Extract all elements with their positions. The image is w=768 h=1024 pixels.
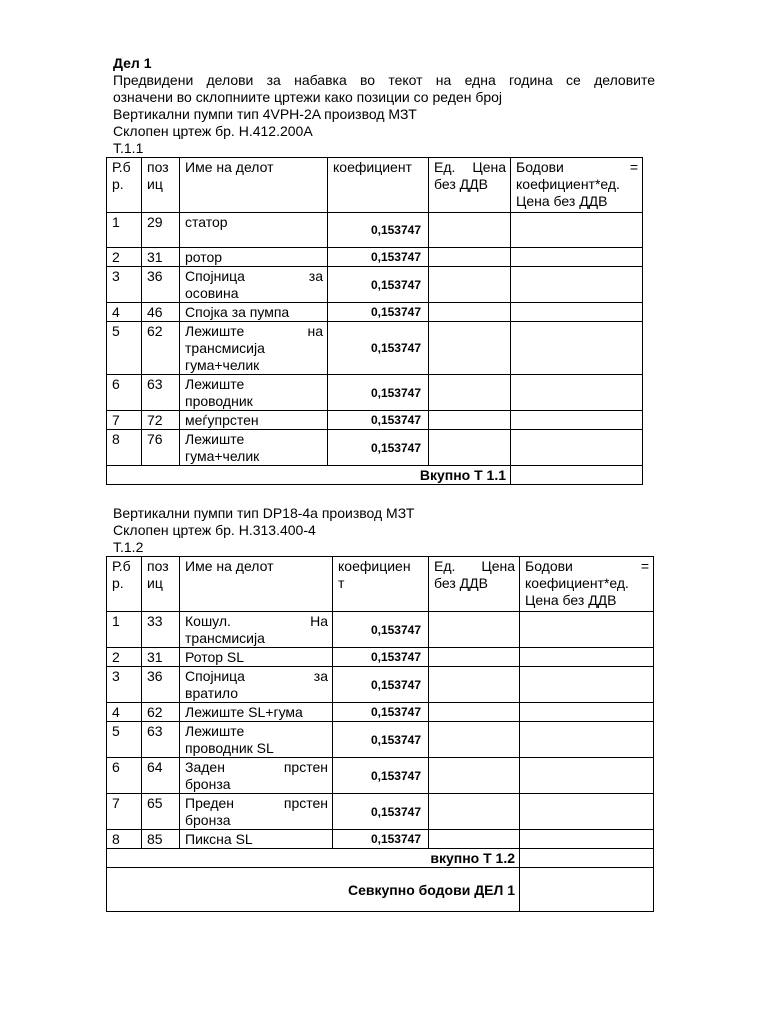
cell-unit-price[interactable] xyxy=(429,303,511,322)
cell-no: 5 xyxy=(107,722,142,758)
table-row xyxy=(107,612,654,648)
part-name-line: проводник SL xyxy=(185,740,274,756)
parts-table-1 xyxy=(106,157,643,485)
cell-no: 8 xyxy=(107,830,142,849)
cell-points[interactable] xyxy=(511,267,643,303)
cell-no: 3 xyxy=(107,667,142,703)
document-page xyxy=(113,55,658,912)
cell-part-name xyxy=(180,430,328,466)
part-name-line: осовина xyxy=(185,285,239,301)
cell-pos: 31 xyxy=(142,648,180,667)
cell-pos: 36 xyxy=(142,267,180,303)
header-name: Име на делот xyxy=(180,158,328,213)
table-row xyxy=(107,213,643,248)
intro-paragraph xyxy=(113,72,655,106)
cell-points[interactable] xyxy=(511,375,643,411)
table-body-2 xyxy=(107,612,654,849)
total-label: Вкупно Т 1.1 xyxy=(107,466,511,485)
total-label: вкупно Т 1.2 xyxy=(107,849,520,868)
table-total-row xyxy=(107,849,654,868)
cell-unit-price[interactable] xyxy=(429,667,520,703)
header-pos: поз иц xyxy=(142,158,180,213)
parts-table-2 xyxy=(106,556,654,912)
group2-table-code: Т.1.2 xyxy=(113,539,144,555)
cell-coefficient: 0,153747 xyxy=(333,612,429,648)
cell-no: 7 xyxy=(107,411,142,430)
cell-unit-price[interactable] xyxy=(429,703,520,722)
total-value-cell xyxy=(520,849,654,868)
cell-unit-price[interactable] xyxy=(429,612,520,648)
part-name-line: гума+челик xyxy=(185,357,260,373)
table-row xyxy=(107,703,654,722)
cell-unit-price[interactable] xyxy=(429,830,520,849)
cell-no: 5 xyxy=(107,322,142,375)
cell-coefficient: 0,153747 xyxy=(333,758,429,794)
cell-no: 2 xyxy=(107,648,142,667)
table-body-1 xyxy=(107,213,643,466)
part-name-line: Лежиште xyxy=(185,431,245,447)
grand-total-value-cell xyxy=(520,868,654,912)
grand-total-row xyxy=(107,868,654,912)
cell-no: 1 xyxy=(107,612,142,648)
cell-part-name xyxy=(180,322,328,375)
cell-coefficient: 0,153747 xyxy=(328,430,429,466)
group1-table-code: Т.1.1 xyxy=(113,140,144,156)
part-name-line: Спојка за пумпа xyxy=(185,304,290,320)
cell-unit-price[interactable] xyxy=(429,758,520,794)
table-row xyxy=(107,267,643,303)
header-coef: коефициент xyxy=(328,158,429,213)
cell-pos: 65 xyxy=(142,794,180,830)
cell-unit-price[interactable] xyxy=(429,322,511,375)
header-pos: поз иц xyxy=(142,557,180,612)
cell-points[interactable] xyxy=(511,248,643,267)
part-name-line: вратило xyxy=(185,685,239,701)
cell-part-name xyxy=(180,722,333,758)
intro-line-2: означени во склопниите цртежи како позиции со реден број xyxy=(113,89,503,105)
cell-pos: 31 xyxy=(142,248,180,267)
total-value-cell xyxy=(511,466,643,485)
cell-points[interactable] xyxy=(511,430,643,466)
cell-part-name xyxy=(180,213,328,248)
header-coef: коефициен т xyxy=(333,557,429,612)
cell-pos: 72 xyxy=(142,411,180,430)
cell-part-name xyxy=(180,703,333,722)
table-row xyxy=(107,830,654,849)
part-name-line: Лежиште xyxy=(185,723,245,739)
cell-points[interactable] xyxy=(520,612,654,648)
header-points: Бодови = коефициент*ед. Цена без ДДВ xyxy=(520,557,654,612)
cell-coefficient: 0,153747 xyxy=(333,794,429,830)
cell-points[interactable] xyxy=(520,703,654,722)
cell-pos: 63 xyxy=(142,722,180,758)
table-header-row xyxy=(107,158,643,213)
cell-pos: 63 xyxy=(142,375,180,411)
part-name-line: Лежиште xyxy=(185,376,245,392)
part-name-line: Заден прстен xyxy=(185,759,328,775)
cell-part-name xyxy=(180,830,333,849)
cell-coefficient: 0,153747 xyxy=(328,248,429,267)
cell-part-name xyxy=(180,267,328,303)
table-row xyxy=(107,648,654,667)
cell-unit-price[interactable] xyxy=(429,267,511,303)
part-name-line: Преден прстен xyxy=(185,795,328,811)
cell-part-name xyxy=(180,303,328,322)
cell-pos: 62 xyxy=(142,322,180,375)
table-row xyxy=(107,411,643,430)
cell-points[interactable] xyxy=(511,213,643,248)
part-name-line: Лежиште на xyxy=(185,323,323,339)
group1-drawing-line: Склопен цртеж бр. Н.412.200А xyxy=(113,123,313,139)
part-name-line: Спојница за xyxy=(185,668,328,684)
part-name-line: бронза xyxy=(185,812,231,828)
cell-unit-price[interactable] xyxy=(429,430,511,466)
part-name-line: Кошул. На xyxy=(185,613,328,629)
cell-points[interactable] xyxy=(511,322,643,375)
cell-pos: 85 xyxy=(142,830,180,849)
table-row xyxy=(107,303,643,322)
cell-coefficient: 0,153747 xyxy=(328,303,429,322)
header-no: Р.б р. xyxy=(107,557,142,612)
header-points: Бодови = коефициент*ед. Цена без ДДВ xyxy=(511,158,643,213)
cell-part-name xyxy=(180,667,333,703)
cell-pos: 36 xyxy=(142,667,180,703)
header-no: Р.б р. xyxy=(107,158,142,213)
cell-coefficient: 0,153747 xyxy=(328,411,429,430)
cell-no: 6 xyxy=(107,375,142,411)
cell-no: 3 xyxy=(107,267,142,303)
part-name-line: Лежиште SL+гума xyxy=(185,704,303,720)
cell-part-name xyxy=(180,248,328,267)
table-row xyxy=(107,375,643,411)
part-name-line: Спојница за xyxy=(185,268,323,284)
cell-unit-price[interactable] xyxy=(429,375,511,411)
cell-points[interactable] xyxy=(520,667,654,703)
cell-pos: 46 xyxy=(142,303,180,322)
header-price: Ед. Цена без ДДВ xyxy=(429,158,511,213)
table-header-row xyxy=(107,557,654,612)
cell-no: 4 xyxy=(107,303,142,322)
cell-part-name xyxy=(180,612,333,648)
cell-points[interactable] xyxy=(511,411,643,430)
cell-unit-price[interactable] xyxy=(429,411,511,430)
group2-pump-line: Вертикални пумпи тип DP18-4а производ МЗТ xyxy=(113,505,415,521)
cell-coefficient: 0,153747 xyxy=(328,213,429,248)
cell-unit-price[interactable] xyxy=(429,248,511,267)
cell-no: 2 xyxy=(107,248,142,267)
part-name-line: трансмисија xyxy=(185,340,265,356)
cell-part-name xyxy=(180,375,328,411)
cell-points[interactable] xyxy=(520,794,654,830)
header-price: Ед. Цена без ДДВ xyxy=(429,557,520,612)
cell-no: 7 xyxy=(107,794,142,830)
table-row xyxy=(107,794,654,830)
cell-unit-price[interactable] xyxy=(429,722,520,758)
table-row xyxy=(107,667,654,703)
cell-pos: 33 xyxy=(142,612,180,648)
part-name-line: ротор xyxy=(185,249,223,265)
cell-part-name xyxy=(180,758,333,794)
part-name-line: гума+челик xyxy=(185,448,260,464)
cell-no: 4 xyxy=(107,703,142,722)
section-title: Дел 1 xyxy=(113,55,152,71)
part-name-line: статор xyxy=(185,214,228,230)
cell-unit-price[interactable] xyxy=(429,648,520,667)
cell-pos: 62 xyxy=(142,703,180,722)
cell-coefficient: 0,153747 xyxy=(333,722,429,758)
part-name-line: трансмисија xyxy=(185,630,265,646)
part-name-line: проводник xyxy=(185,393,253,409)
cell-coefficient: 0,153747 xyxy=(333,667,429,703)
part-name-line: меѓупрстен xyxy=(185,412,259,428)
table-row xyxy=(107,322,643,375)
cell-unit-price[interactable] xyxy=(429,794,520,830)
cell-pos: 64 xyxy=(142,758,180,794)
part-name-line: Ротор SL xyxy=(185,649,245,665)
cell-coefficient: 0,153747 xyxy=(333,830,429,849)
cell-no: 8 xyxy=(107,430,142,466)
cell-coefficient: 0,153747 xyxy=(333,703,429,722)
cell-part-name xyxy=(180,794,333,830)
part-name-line: Пиксна SL xyxy=(185,831,253,847)
table-row xyxy=(107,758,654,794)
cell-points[interactable] xyxy=(511,303,643,322)
cell-no: 1 xyxy=(107,213,142,248)
cell-points[interactable] xyxy=(520,648,654,667)
cell-points[interactable] xyxy=(520,758,654,794)
cell-pos: 76 xyxy=(142,430,180,466)
intro-line-1: Предвидени делови за набавка во текот на една година се деловите xyxy=(113,72,655,88)
grand-total-label: Севкупно бодови ДЕЛ 1 xyxy=(107,868,520,912)
cell-coefficient: 0,153747 xyxy=(328,375,429,411)
cell-part-name xyxy=(180,648,333,667)
cell-points[interactable] xyxy=(520,830,654,849)
header-name: Име на делот xyxy=(180,557,333,612)
cell-coefficient: 0,153747 xyxy=(333,648,429,667)
table-row xyxy=(107,722,654,758)
table-row xyxy=(107,248,643,267)
table-row xyxy=(107,430,643,466)
cell-points[interactable] xyxy=(520,722,654,758)
cell-no: 6 xyxy=(107,758,142,794)
group2-drawing-line: Склопен цртеж бр. Н.313.400-4 xyxy=(113,522,316,538)
cell-coefficient: 0,153747 xyxy=(328,322,429,375)
cell-pos: 29 xyxy=(142,213,180,248)
cell-unit-price[interactable] xyxy=(429,213,511,248)
part-name-line: бронза xyxy=(185,776,231,792)
cell-coefficient: 0,153747 xyxy=(328,267,429,303)
cell-part-name xyxy=(180,411,328,430)
table-total-row xyxy=(107,466,643,485)
group1-pump-line: Вертикални пумпи тип 4VPH-2A производ МЗТ xyxy=(113,106,417,122)
